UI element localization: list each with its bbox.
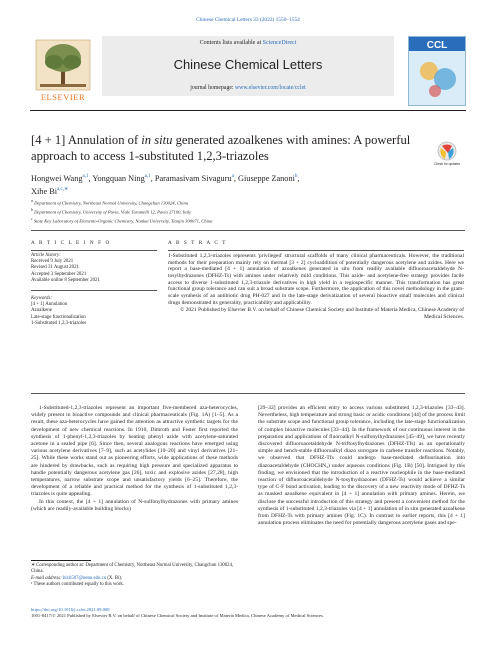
- contents-line: Contents lists available at ScienceDirect: [199, 40, 297, 46]
- author-list: Hongwei Wang$^{a,1}$, Yongquan Ning$^{a,1}$, Paramasivam Sivaguru$^a$, Giuseppe Zanoni$^b$, Xihe $Bi^{a,c,∗}$: [31, 173, 300, 196]
- journal-header: [30, 34, 466, 111]
- sciencedirect-link[interactable]: ScienceDirect: [262, 40, 297, 46]
- check-updates-icon: [434, 140, 460, 172]
- elsevier-tree-icon: [32, 38, 94, 92]
- history-item: Received 9 July 2021: [31, 259, 74, 265]
- author: Yongquan Ning$^{a,1}$: [92, 173, 151, 183]
- cover-title: CCL: [426, 40, 448, 51]
- abstract-heading: A B S T R A C T: [168, 240, 464, 251]
- issn-line: 1001-8417/© 2021 Published by Elsevier B.V. on behalf of Chinese Chemical Society and Institute of Materia Medica, Chinese Academy of Medical Sciences.: [31, 613, 324, 619]
- history-label: Article history:: [31, 253, 61, 258]
- check-updates-label: Check for updates: [434, 162, 460, 166]
- author: Xihe $Bi^{a,c,∗}$: [31, 186, 69, 196]
- body-column-right: [258, 405, 465, 527]
- author: Paramasivam Sivaguru$^a$: [154, 173, 234, 183]
- keyword: [4 + 1] Annulation: [31, 302, 68, 308]
- masthead: [102, 36, 394, 96]
- body-paragraph: In this context, the [4 + 1] annulation of N-sulfonylhydrazones with primary amines (which are readily-available building blocks): [31, 498, 238, 512]
- section-divider: [31, 393, 465, 394]
- history-item: Accepted 3 September 2021: [31, 271, 87, 277]
- homepage-link[interactable]: www.elsevier.com/locate/cclet: [235, 85, 306, 91]
- article-info: [31, 253, 157, 327]
- author: Hongwei Wang$^{a,1}$: [31, 173, 89, 183]
- doi-block: [31, 607, 471, 619]
- journal-cover-image: [408, 36, 466, 106]
- affiliation: $^b$ Department of Chemistry, University of Pavia, Viale Taramelli 12, Pavia 27100, Italy: [31, 208, 192, 215]
- affiliation: $^a$ Department of Chemistry, Northeast Normal University, Changchun 130024, China: [31, 199, 189, 206]
- history-item: Revised 31 August 2021: [31, 265, 79, 271]
- equal-contribution-note: ¹ These authors contributed equally to this work.: [31, 582, 125, 588]
- corresponding-author-note: ∗ Corresponding author at: Department of Chemistry, Northeast Normal University, Changchun 130024, China.: [31, 563, 234, 575]
- abstract-copyright: © 2021 Published by Elsevier B.V. on behalf of Chinese Chemical Society and Institute of Materia Medica, Chinese Academy of Medical Sciences.: [180, 307, 464, 320]
- keywords-label: Keywords:: [31, 296, 53, 302]
- check-for-updates-badge[interactable]: [434, 140, 460, 172]
- keyword: 1-Substituted 1,2,3-triazoles: [31, 320, 87, 326]
- email-link[interactable]: bixh507@nenu.edu.cn: [62, 575, 107, 581]
- history-item: Available online 8 September 2021: [31, 277, 100, 283]
- abstract-text: 1-Substituted 1,2,3-triazoles represents 'privileged' structural scaffolds of many clinical pharmaceuticals. However, the traditional methods for their preparation mainly rely on thermal [3 + 2] cycloaddition of potentially dangerous acetylene and azides. Here we report a base-mediated [4 + 1] annulation of azoalkenes generated in situ from readily available difluoroacetaldehyde N-tosylhydrazones (DFHZ-Ts) with amines under relatively mild conditions. This azide- and acetylene-free strategy provides facile access to diverse 1-substituted 1,2,3-triazole derivatives in high yield in a regiospecific manner. This transformation has great functional group tolerance and can suit a broad substrate scope. Furthermore, the application of this novel methodology in the gram-scale synthesis of an antibiotic drug PH-027 and in the late-stage derivatization of several bioactive small molecules and clinical drugs demonstrated its generality, practicability and applicability.: [168, 253, 464, 306]
- author: Giuseppe Zanoni$^b$: [238, 173, 298, 183]
- keyword: Late-stage functionalization: [31, 314, 86, 320]
- homepage-line: journal homepage: www.elsevier.com/locate/cclet: [190, 85, 306, 91]
- article-info-heading: A R T I C L E I N F O: [31, 240, 157, 251]
- cover-art-icon: [409, 37, 465, 105]
- section-divider: [31, 230, 465, 231]
- affiliations: [31, 198, 461, 225]
- article-title: [4 + 1] Annulation of in situ generated azoalkenes with amines: A powerful approach to access 1-substituted 1,2,3-triazoles: [31, 133, 411, 163]
- journal-reference[interactable]: Chinese Chemical Letters 33 (2022) 1550–1554: [196, 17, 300, 23]
- elsevier-logo[interactable]: [32, 38, 94, 102]
- footnotes: [31, 560, 238, 589]
- affiliation: $^c$ State Key Laboratory of Elemento-Organic Chemistry, Nankai University, Tianjin 300071, China: [31, 217, 213, 224]
- journal-title: Chinese Chemical Letters: [173, 57, 323, 72]
- body-column-left: [31, 405, 238, 513]
- body-paragraph: 1-Substituted-1,2,3-triazoles represent an important five-membered aza-heterocycles, widely present in bioactive compounds and clinical pharmaceuticals (Fig. 1A) [1–5]. As a result, these aza-heterocycles have gained the attention as attractive synthetic targets for the development of new chemical reactions. In 1910, Dimroth and Fester first reported the synthesis of 1-phenyl-1,2,3-triazoles by heating phenyl azide with acetylene-saturated acetone in a sealed pipe [6]. Since then, several analogous reactions have emerged using various acetylene derivatives [7–9], such as acetylides [10–20] and vinyl derivatives [21–25]. While these works stand out as pioneering efforts, wide applications of these methods are hindered by drawbacks, such as requiring high pressure and specialized apparatus to handle potentially dangerous acetylene gas [26], toxic and explosive azides [27,28], high temperatures, narrow substrate scope and unsatisfactory yields [6–25]. Therefore, the development of a reliable and practical method for the synthesis of 1-substituted 1,2,3-triazoles is quite appealing.: [31, 405, 238, 498]
- doi-link[interactable]: https://doi.org/10.1016/j.cclet.2021.09.008: [31, 607, 110, 612]
- body-paragraph: [29–32] provides an efficient entry to access various substituted 1,2,3-triazoles [33–43]. Nevertheless, high temperature and strong basic or acidic conditions [44] of the process limit the substrate scope and functional group tolerance, including the late-stage functionalization of complex bioactive molecules [33–44]. In the framework of our continuous interest in the preparation and applications of fluoroalkyl N-sulfonylhydrazones [45–49], we have recently discovered difluoroacetaldehyde N-triftosylhydrazones (DFHZ-Tfs) as an operationally simple and bench-stable difluoroalkyl diazo surrogate in carbene transfer reactions. Notably, we observed that DFHZ-Tfs could undergo base-mediated defluorination into diazoacetaldehyde (CHOCHN₂) under aqueous conditions (Fig. 1B) [50]. Intrigued by this finding, we envisioned that the introduction of a reactive nucleophile in the base-mediated reaction of difluoroacetaldehyde N-tosylhydrazones (DFHZ-Ts) would achieve a similar type of C-F bond activation, leading to the discovery of a new reactivity mode of DFHZ-Ts as masked azoalkene equivalent in [4 + 1] annulation with primary amines. Herein, we disclose the successful introduction of this strategy and present a convenient method for the synthesis of 1-substituted 1,2,3-triazoles via [4 + 1] annulation of in situ generated azoalkene from DFHZ-Ts with primary amines (Fig. 1C). In contrast to earlier reports, this [4 + 1] annulation process eliminates the need for potentially dangerous acetylene gases and spe-: [258, 405, 465, 527]
- abstract-body: [168, 253, 464, 321]
- email-note: E-mail address: bixh507@nenu.edu.cn (X. Bi).: [31, 575, 123, 581]
- keyword: Azoalkene: [31, 308, 52, 314]
- publisher-name: ELSEVIER: [40, 93, 86, 102]
